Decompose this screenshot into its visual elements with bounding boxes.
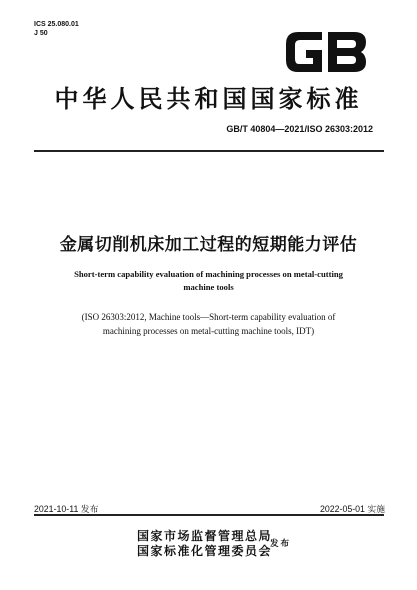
title-en-line-2: machine tools (183, 282, 234, 292)
document-title-chinese: 金属切削机床加工过程的短期能力评估 (59, 235, 358, 255)
gb-logo (284, 28, 368, 76)
footer-divider (34, 514, 384, 516)
classification-codes (34, 20, 79, 38)
title-en-line-1: Short-term capability evaluation of machining processes on metal-cutting (74, 269, 343, 279)
issuer-samr: 国家市场监督管理总局 (137, 529, 273, 543)
iso-line-1: (ISO 26303:2012, Machine tools—Short-term capability evaluation of (81, 312, 336, 322)
ccs-code: J 50 (34, 30, 48, 37)
issuer-sac: 国家标准化管理委员会 (137, 544, 273, 558)
iso-line-2: machining processes on metal-cutting machine tools, IDT) (102, 326, 315, 336)
document-title-english (40, 268, 377, 294)
iso-equivalence-note (40, 310, 377, 338)
issuing-authorities (137, 529, 272, 559)
standard-type-title: 中华人民共和国国家标准 (54, 85, 363, 113)
standard-code: GB/T 40804—2021/ISO 26303:2012 (226, 124, 373, 134)
ics-code: ICS 25.080.01 (34, 21, 79, 28)
issue-label: 发布 (270, 539, 292, 549)
gb-logo-text: GB (284, 28, 286, 29)
implement-date: 2022-05-01 实施 (319, 504, 385, 514)
publish-date: 2021-10-11 发布 (34, 504, 99, 514)
header-divider (34, 150, 384, 152)
